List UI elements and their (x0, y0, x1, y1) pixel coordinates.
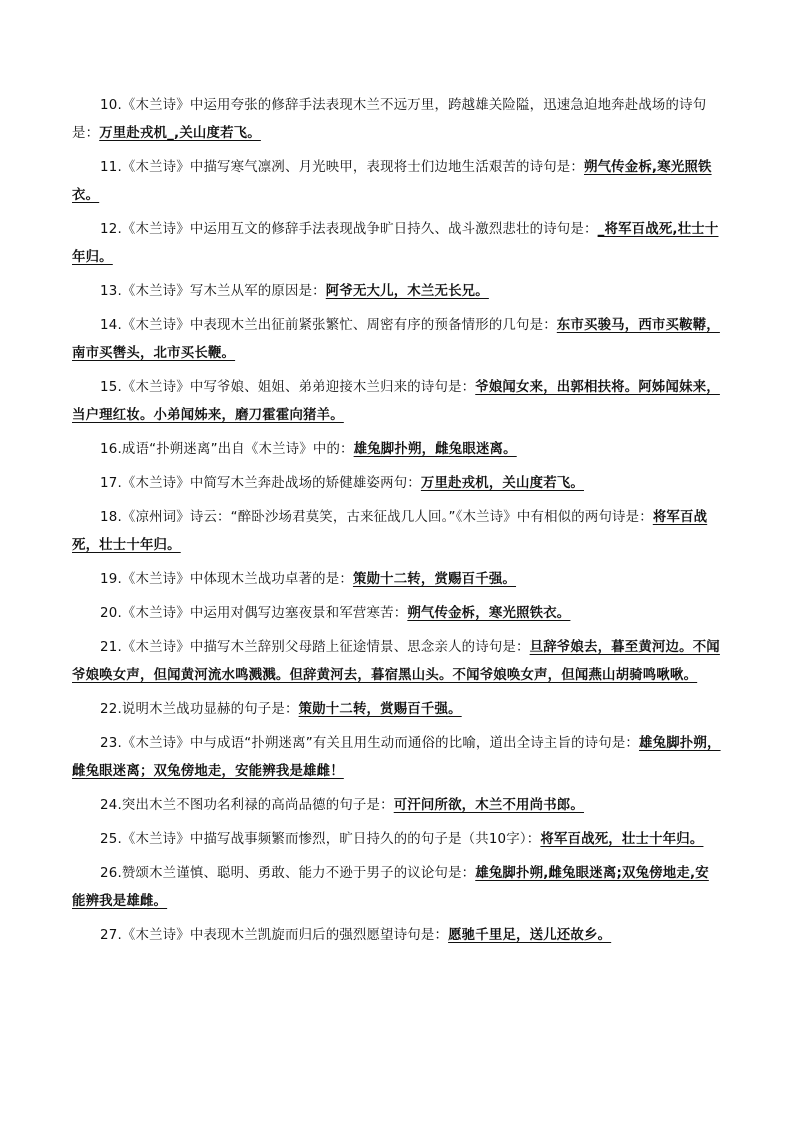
question-text: 23.《木兰诗》中与成语“扑朔迷离”有关且用生动而通俗的比喻，道出全诗主旨的诗句是： (100, 736, 640, 751)
question-item (72, 278, 722, 306)
answer-text: 雄兔脚扑朔，雌兔眼迷离。 (353, 442, 517, 457)
answer-text: 可汗问所欲，木兰不用尚书郎。 (393, 798, 584, 813)
question-item (72, 92, 722, 148)
question-item (72, 634, 722, 690)
question-item (72, 216, 722, 272)
question-item (72, 566, 722, 594)
question-item (72, 826, 722, 854)
question-text: 17.《木兰诗》中简写木兰奔赴战场的矫健雄姿两句： (100, 476, 421, 491)
question-text: 13.《木兰诗》写木兰从军的原因是： (100, 284, 326, 299)
question-text: 20.《木兰诗》中运用对偶写边塞夜景和军营寒苦： (100, 606, 408, 621)
question-text: 15.《木兰诗》中写爷娘、姐姐、弟弟迎接木兰归来的诗句是： (100, 380, 476, 395)
question-text: 14.《木兰诗》中表现木兰出征前紧张繁忙、周密有序的预备情形的几句是： (100, 318, 557, 333)
question-item (72, 696, 722, 724)
answer-text: 策勋十二转，赏赐百千强。 (298, 702, 462, 717)
question-item (72, 730, 722, 786)
answer-text: 朔气传金柝,寒光照铁衣。 (72, 160, 712, 203)
answer-text: 策勋十二转，赏赐百千强。 (352, 572, 517, 587)
answer-text: 旦辞爷娘去，暮至黄河边。不闻爷娘唤女声，但闻黄河流水鸣溅溅。但辞黄河去，暮宿黑山头。不闻爷娘唤女声，但闻燕山胡骑鸣啾啾。 (72, 640, 720, 683)
answer-text: 愿驰千里足，送儿还故乡。 (448, 928, 612, 943)
question-text: 22.说明木兰战功显赫的句子是： (100, 702, 299, 717)
document-body (72, 92, 722, 956)
question-item (72, 504, 722, 560)
answer-text: 将军百战死，壮士十年归。 (540, 832, 704, 847)
question-text: 10.《木兰诗》中运用夸张的修辞手法表现木兰不远万里，跨越雄关险隘，迅速急迫地奔赴战场的诗句是： (72, 98, 707, 141)
question-text: 21.《木兰诗》中描写木兰辞别父母踏上征途情景、思念亲人的诗句是： (100, 640, 530, 655)
question-text: 25.《木兰诗》中描写战事频繁而惨烈，旷日持久的的句子是（共10字）： (100, 832, 541, 847)
question-text: 26.赞颂木兰谨慎、聪明、勇敢、能力不逊于男子的议论句是： (100, 866, 476, 881)
answer-text: _将军百战死,壮士十年归。 (72, 222, 719, 265)
question-item (72, 154, 722, 210)
answer-text: 雄兔脚扑朔,雌兔眼迷离;双兔傍地走,安能辨我是雄雌。 (72, 866, 709, 909)
question-text: 16.成语“扑朔迷离”出自《木兰诗》中的： (100, 442, 354, 457)
question-item (72, 374, 722, 430)
answer-text: 万里赴戎机，关山度若飞。 (420, 476, 584, 491)
answer-text: 阿爷无大儿，木兰无长兄。 (325, 284, 489, 299)
question-text: 11.《木兰诗》中描写寒气凛冽、月光映甲，表现将士们边地生活艰苦的诗句是： (100, 160, 584, 175)
question-item (72, 312, 722, 368)
question-text: 18.《凉州词》诗云：“醉卧沙场君莫笑，古来征战几人回。”《木兰诗》中有相似的两句诗是： (100, 510, 653, 525)
question-text: 24.突出木兰不图功名利禄的高尚品德的句子是： (100, 798, 394, 813)
answer-text: 雄兔脚扑朔，雌兔眼迷离；双兔傍地走，安能辨我是雄雌！ (72, 736, 721, 779)
question-item (72, 600, 722, 628)
question-item (72, 436, 722, 464)
question-item (72, 860, 722, 916)
question-text: 12.《木兰诗》中运用互文的修辞手法表现战争旷日持久、战斗激烈悲壮的诗句是： (100, 222, 598, 237)
question-item (72, 470, 722, 498)
answer-text: 朔气传金柝，寒光照铁衣。 (407, 606, 571, 621)
answer-text: 爷娘闻女来，出郭相扶将。阿姊闻妹来，当户理红妆。小弟闻姊来，磨刀霍霍向猪羊。 (72, 380, 720, 423)
answer-text: 东市买骏马，西市买鞍鞯，南市买辔头，北市买长鞭。 (72, 318, 720, 361)
question-text: 27.《木兰诗》中表现木兰凯旋而归后的强烈愿望诗句是： (100, 928, 449, 943)
question-item (72, 922, 722, 950)
question-item (72, 792, 722, 820)
answer-text: 将军百战死，壮士十年归。 (72, 510, 708, 553)
question-text: 19.《木兰诗》中体现木兰战功卓著的是： (100, 572, 353, 587)
answer-text: 万里赴戎机_,关山度若飞。 (99, 126, 261, 141)
